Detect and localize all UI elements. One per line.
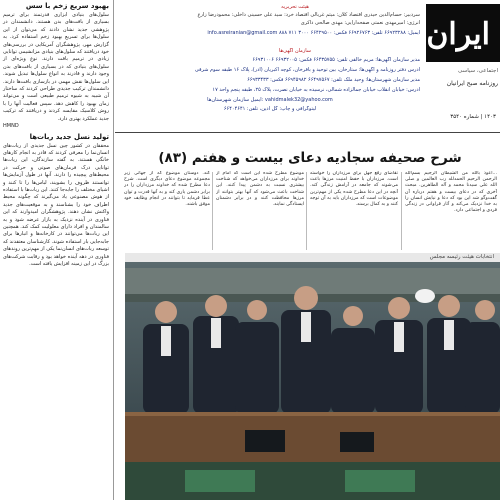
ads-heading: سازمان آگهی‌ها <box>279 48 311 54</box>
provinces-email-line: ایمیل سازمان شهرستان‌ها: vahidmalek32@yahoo.com <box>207 97 333 103</box>
photo-caption: انتخابات هیئت رئیسه مجلس <box>429 254 494 260</box>
article-column-1: ...اعوذ بالله من الشیطان الرجیم بسم‌الله الرحمن الرحیم الحمدلله رب العالمین و صلی الله علی سیدنا محمد و آله الطاهرین. مبحث آخری که در دعای بیست و هفتم درباره آن گفت‌وگو شد این بود که دعا و نیایش انسان را به خدا نزدیک می‌کند و آثار فراوانی در زندگی فردی و اجتماعی دارد. <box>405 171 497 214</box>
article-title: شرح صحیفه سجادیه دعای بیست و هفتم (۸۳) <box>158 150 462 166</box>
editorial-staff-line: سردبیر: حسام‌الدین حیدری اقتصاد کلان: میثم غربالی اقتصاد خرد: سید علی حسینی داخلی: محمودرضا زارع <box>197 12 420 18</box>
office-address-line: آدرس دفتر روزنامه و آگهی‌ها: ستارخان، بین توحید و باقرخان، کوچه اکبریان (آذر)، پلاک ۱۶ طبقه سوم شرقی <box>194 67 420 73</box>
photo-caption-bar <box>125 253 500 262</box>
tagline-secondary: اجتماعی، سیاسی <box>458 68 498 74</box>
tagline: روزنامه صبح ایرانیان <box>446 80 498 87</box>
headline-wound-healing: بهبود سریع زخم با سس <box>25 2 109 10</box>
ads-director-line: مدیر سازمان آگهی‌ها: مریم خالقی تلفن: ۶۶۴۳۵۷۵۵ فکس: ۶۶۹۳۲۰۰۵ ۶۶۹۳۱۰۰۶ <box>252 57 420 63</box>
article-column-3: موضوع مطرح شده این است که امام از خداوند برای مرزداران می‌خواهد که شناخت بیشتری نسبت به دشمن پیدا کنند. این شناخت باعث می‌شود که آنها بهتر بتوانند از مرزها محافظت کنند و در برابر دشمنان ایستادگی نمایند. <box>216 171 304 208</box>
masthead-rule <box>115 132 500 133</box>
article-column-divider <box>401 172 402 250</box>
article-column-2: تقاضای رفع جهل برای مرزداران را خواسته است. مرزداران با حفظ امنیت مرزها باعث می‌شوند که جامعه در آرامش زندگی کند. آنچه در این دعا مطرح شده یکی از مهم‌ترین موضوعات است که مرزداران باید به آن توجه کنند و به کمال برسند. <box>310 171 398 208</box>
tag-hmnd: HMND <box>3 123 19 130</box>
editorial-board-heading: هیئت تحریریه <box>281 4 309 10</box>
issue-number: ۱۴۰۳ | شماره ۳۵۴۰ <box>450 114 496 120</box>
article-body-wound-healing: سلول‌های بنیادی ابزاری قدرتمند برای ترمیم بسیاری از بافت‌های بدن هستند. دانشمندان در پژوهشی جدید نشان دادند که می‌توان از این سلول‌ها برای تسریع بهبود زخم استفاده کرد. به گزارش مهر، پژوهشگران آمریکایی در بررسی‌های خود دریافتند که سلول‌های بنیادی مزانشیمی توانایی زیادی در ترمیم بافت دارند. نوع ویژه‌ای از سلول‌های بنیادی که در بسیاری از بافت‌های بدن وجود دارند و قادرند به انواع سلول‌ها تبدیل شوند. این سلول‌ها نقش مهمی در بازسازی بافت‌ها دارند. دانشمندان ترکیب جدیدی طراحی کردند که ساختار آن شبیه به شیوه ترمیم طبیعی است و می‌تواند زمان بهبود را کاهش دهد. سپس فعالیت آنها را با روش کلاسیک مقایسه کردند و دریافتند که ترکیب جدید عملکرد بهتری دارد. <box>3 12 109 122</box>
provinces-line: مدیر سازمان شهرستان‌ها: وحید ملک تلفن: ۶۶۴۹۷۵۶۷ ۶۶۹۴۵۹۸۲ فکس: ۶۶۹۳۳۴۳۳ <box>247 77 420 83</box>
left-news-column <box>0 0 112 500</box>
article-column-divider <box>212 172 213 250</box>
article-column-4: کند. دوستان موضوع که از جهاتی زیر مجموعه موضوع دعای دیگری است. شرح دعا مطرح شده که خداوند مرزداران را در برابر دشمن یاری کند و به آنها قدرت و توان عطا فرماید تا بتوانند در انجام وظایف خود موفق باشند. <box>124 171 210 208</box>
editorial-staff-line-2: انرژی: امیرمهدی نعمتی صفحه‌آرایی: مهدی صالحی ذاکری <box>300 20 420 26</box>
masthead <box>115 0 500 134</box>
logo-text: ایران <box>426 17 490 52</box>
column-divider <box>113 0 114 500</box>
article-body-robots: محققان در کشور چین نسل جدیدی از ربات‌های انسان‌نما را معرفی کردند که قادر به انجام کارهای خانگی هستند. به گفته سازندگان، این ربات‌ها توانایی درک فرمان‌های صوتی و حرکت در محیط‌های پیچیده را دارند. آنها در طول آزمایش‌ها توانستند ظروف را بشویند، لباس‌ها را تا کنند و اشیای مختلف را جابه‌جا کنند. این ربات‌ها با استفاده از هوش مصنوعی یاد می‌گیرند که چگونه محیط اطراف خود را بشناسند و به موقعیت‌های جدید واکنش نشان دهند. پژوهشگران امیدوارند که این فناوری در آینده نزدیک به بازار عرضه شود و به سالمندان و افراد دارای معلولیت کمک کند. همچنین این ربات‌ها می‌توانند در کارخانه‌ها و انبارها برای جابه‌جایی بار استفاده شوند. کارشناسان معتقدند که توسعه ربات‌های انسان‌نما یکی از مهم‌ترین روندهای فناوری در دهه آینده خواهد بود و رقابت شرکت‌های بزرگ در این زمینه افزایش یافته است. <box>3 142 109 267</box>
printing-line: لیتوگرافی و چاپ: گل آذین، تلفن: ۶۶۴۰۴۶۴۱ <box>223 106 317 112</box>
headline-robots: تولید نسل جدید ربات‌ها <box>29 132 109 141</box>
contact-line: info.asreiranian@gmail.com ایمیل: ۶۶۹۲۳۲۸۸ تلفن: ۶۶۹۲۶۷۶۳ فکس: ۶۶۴۲۹۵۰۰ ۳۰۰۰ ۷۱۱ ۸۸۸ <box>207 30 420 36</box>
newspaper-logo <box>426 4 500 62</box>
parliament-photo <box>125 262 500 500</box>
address-line: آدرس: خیابان انقلاب خیابان جمالزاده شمالی، نرسیده به خیابان نصرت، پلاک ۲۵، طبقه پنجم واحد ۱۷ <box>212 87 420 93</box>
article-column-divider <box>306 172 307 250</box>
photo-illustration <box>125 262 500 500</box>
